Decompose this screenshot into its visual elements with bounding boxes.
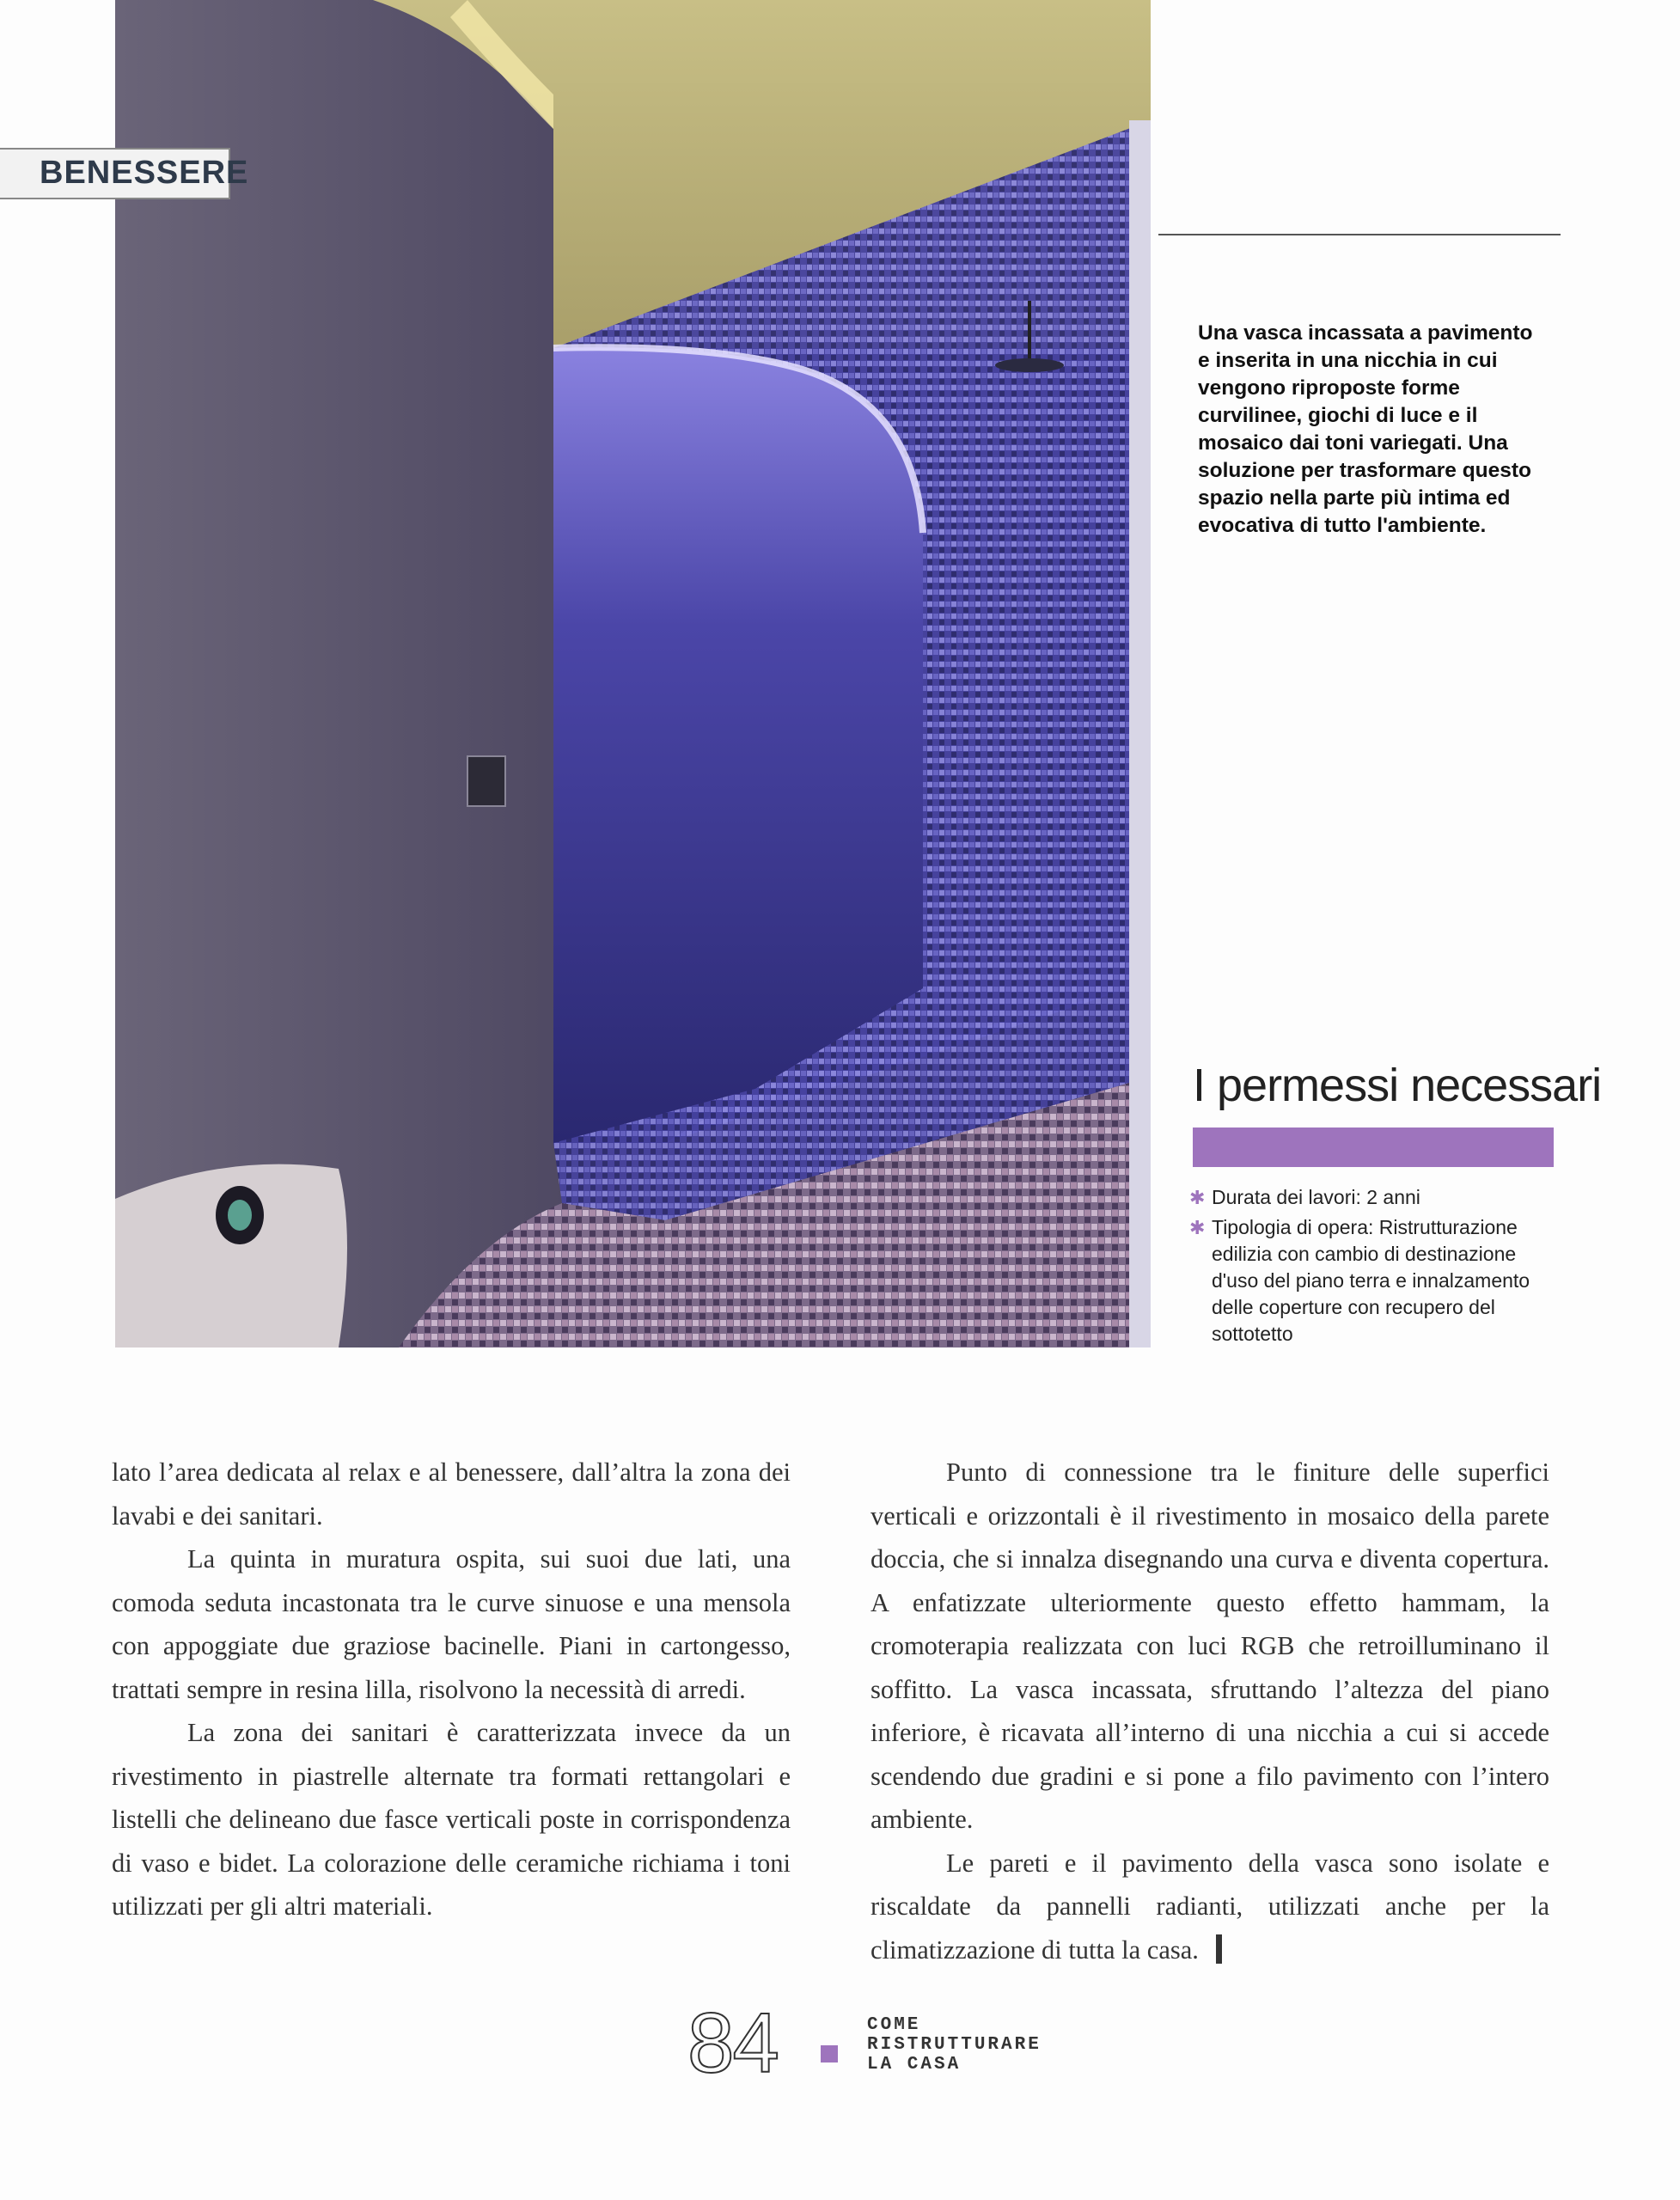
caption-divider (1158, 234, 1561, 235)
magazine-name (867, 2015, 1042, 2075)
paragraph: La zona dei sanitari è caratterizzata invece da un rivestimento in piastrelle alternate tra formati rettangolari e listelli che delineano due fasce verticali poste in corrispondenza di vaso e bidet. La colorazione delle ceramiche richiama i toni utilizzati per gli altri materiali. (112, 1718, 791, 1921)
bathroom-photo (115, 0, 1151, 1348)
star-icon: ✱ (1189, 1187, 1206, 1208)
magazine-line: COME (867, 2015, 921, 2035)
permits-list (1189, 1184, 1550, 1351)
photo-caption: Una vasca incassata a pavimento e inserita in una nicchia in cui vengono riproposte forme curvilinee, giochi di luce e il mosaico dai toni variegati. Una soluzione per trasformare questo spazio nella parte più intima ed evocativa di tutto l'ambiente. (1198, 321, 1533, 537)
section-tag (0, 148, 249, 199)
end-mark-icon (1216, 1934, 1222, 1964)
permits-accent-bar (1193, 1128, 1554, 1167)
body-column-right (871, 1451, 1549, 1971)
page-number: 84 (687, 1995, 779, 2090)
paragraph: lato l’area dedicata al relax e al benessere, dall’altra la zona dei lavabi e dei sanitari. (112, 1458, 791, 1531)
paragraph: La quinta in muratura ospita, sui suoi due lati, una comoda seduta incastonata tra le curve sinuose e una mensola con appoggiate due graziose bacinelle. Piani in cartongesso, trattati sempre in resina lilla, risolvono la necessità di arredi. (112, 1544, 791, 1704)
magazine-line: RISTRUTTURARE (867, 2035, 1042, 2055)
magazine-line: LA CASA (867, 2055, 962, 2075)
paragraph: Le pareti e il pavimento della vasca sono isolate e riscaldate da pannelli radianti, utilizzati anche per la climatizzazione di tutta la casa. (871, 1848, 1549, 1965)
star-icon: ✱ (1189, 1217, 1206, 1238)
list-item (1189, 1214, 1550, 1348)
list-item (1189, 1184, 1550, 1211)
permits-title: I permessi necessari (1193, 1060, 1602, 1111)
paragraph: Punto di connessione tra le finiture delle superfici verticali e orizzontali è il rivestimento in mosaico della parete doccia, che si innalza disegnando una curva e diventa copertura. A enfatizzate ulteriormente questo effetto hammam, la cromoterapia realizzata con luci RGB che retroilluminano il soffitto. La vasca incassata, sfruttando l’altezza del piano inferiore, è ricavata all’interno di una nicchia a cui si accede scendendo due gradini e si pone a filo pavimento con l’intero ambiente. (871, 1458, 1549, 1834)
body-column-left (112, 1451, 791, 1928)
permit-type: Tipologia di opera: Ristrutturazione edilizia con cambio di destinazione d'uso del piano terra e innalzamento delle coperture con recupero del sottotetto (1212, 1216, 1530, 1345)
section-label: BENESSERE (40, 155, 249, 191)
permit-duration: Durata dei lavori: 2 anni (1212, 1186, 1420, 1208)
footer-square-icon (821, 2045, 838, 2062)
